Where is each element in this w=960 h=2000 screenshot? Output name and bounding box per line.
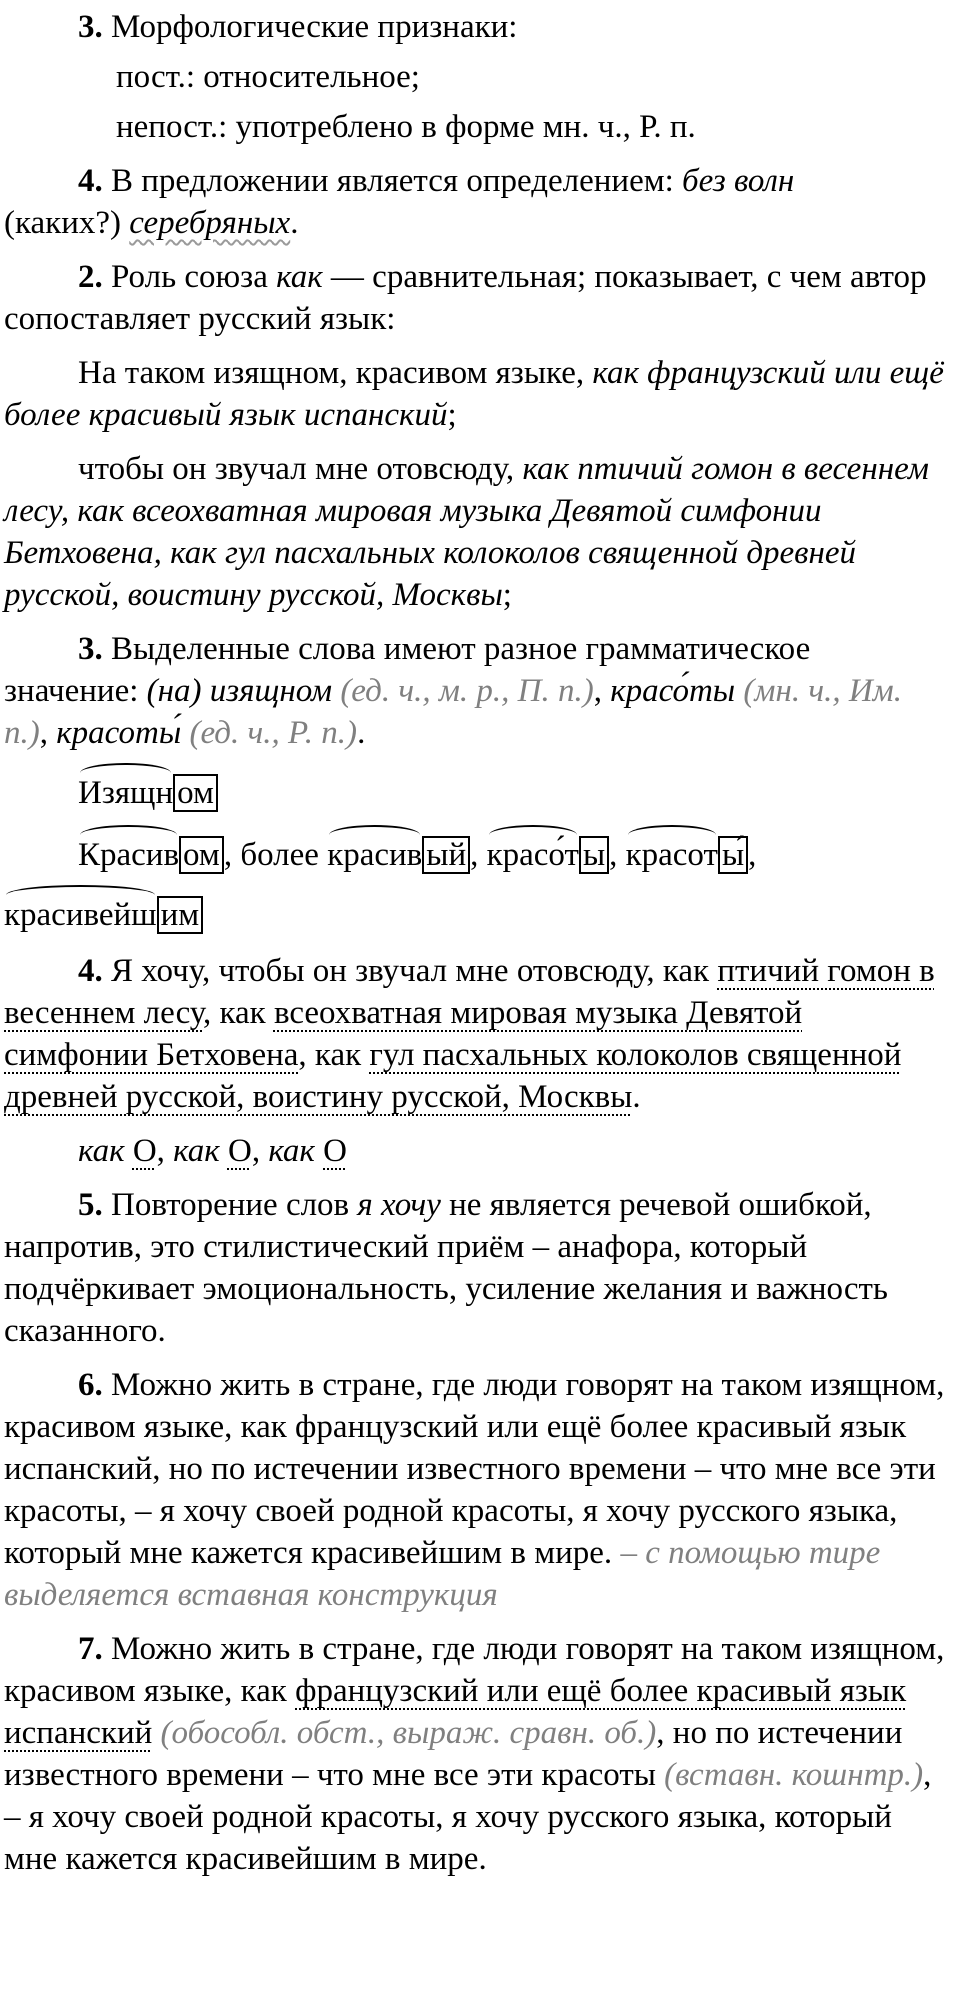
- paragraph-4b: 4. Я хочу, чтобы он звучал мне отовсюду, как птичий гомон в весеннем лесу, как всеохватная мировая музыка Девятой симфонии Бетховена, как гул пасхальных колоколов священной древней русской, воистину русской, Москвы.: [4, 953, 935, 1115]
- word-ending: им: [157, 896, 204, 934]
- paragraph-4a: 4. В предложении является определением: без волн (каких?) серебряных.: [4, 163, 795, 241]
- word-ending: ы: [579, 836, 609, 874]
- morphemic-analysis: [4, 772, 950, 936]
- variable-features: непост.: употреблено в форме мн. ч., Р. п.: [116, 109, 696, 145]
- word-stem: красивейш: [4, 897, 157, 933]
- word-ending: ом: [173, 774, 218, 812]
- word-ending: ом: [179, 836, 224, 874]
- constant-features: пост.: относительное;: [116, 59, 420, 95]
- comparison-phrase: гул пасхальных колоколов священной древней русской, воистину русской, Москвы: [4, 1037, 902, 1115]
- word-stem: красив: [327, 837, 423, 873]
- paragraph-6: 6. Можно жить в стране, где люди говорят на таком изящном, красивом языке, как французский или ещё более красивый язык испанский, но по истечении известного времени – что мне все эти красоты, – я хочу своей родной красоты, я хочу русского языка, который мне кажется красивейшим в мире. – с помощью тире выделяется вставная конструкция: [4, 1367, 945, 1613]
- word-stem: Красив: [78, 837, 180, 873]
- word-stem: красот: [625, 837, 718, 873]
- paragraph-7: 7. Можно жить в стране, где люди говорят на таком изящном, красивом языке, как французский или ещё более красивый язык испанский (обособл. обст., выраж. сравн. об.), но по истечении известного времени – что мне все эти красоты (вставн. кошнтр.), – я хочу своей родной красоты, я хочу русского языка, который мне кажется красивейшим в мире.: [4, 1631, 945, 1877]
- morph-row: [4, 894, 950, 936]
- paragraph-5: 5. Повторение слов я хочу не является речевой ошибкой, напротив, это стилистический приём – анафора, который подчёркивает эмоциональность, усиление желания и важность сказанного.: [4, 1187, 888, 1349]
- word-stem: красо́т: [486, 837, 579, 873]
- attribute-word: серебряных: [129, 205, 291, 241]
- word-ending: ы́: [718, 836, 748, 874]
- paragraph-3b: 3. Выделенные слова имеют разное грамматическое значение: (на) изящном (ед. ч., м. р., П. п.), красо́ты (мн. ч., Им. п.), красоты́ (ед. ч., Р. п.).: [4, 631, 902, 751]
- word-ending: ый: [422, 836, 470, 874]
- word-stem: Изящн: [78, 775, 174, 811]
- scheme: как О, как О, как О: [78, 1133, 347, 1169]
- paragraph-2: 2. Роль союза как — сравнительная; показывает, с чем автор сопоставляет русский язык:: [4, 259, 927, 337]
- comparison-phrase: всеохватная мировая музыка Девятой симфонии Бетховена: [4, 995, 803, 1073]
- morph-row: Красив ом , более красив ый , красо́т ы , красот ы́ ,: [78, 837, 757, 873]
- quote-2: чтобы он звучал мне отовсюду, как птичий гомон в весеннем лесу, как всеохватная мировая музыка Девятой симфонии Бетховена, как гул пасхальных колоколов священной древней русской, воистину русской, Москвы;: [4, 451, 929, 613]
- comparison-phrase: французский или ещё более красивый язык испанский: [4, 1673, 907, 1751]
- morph-features-heading: 3. Морфологические признаки:: [78, 9, 518, 45]
- comparison-phrase: птичий гомон в весеннем лесу: [4, 953, 935, 1031]
- quote-1: На таком изящном, красивом языке, как французский или ещё более красивый язык испанский;: [4, 355, 944, 433]
- morph-row: [78, 772, 950, 814]
